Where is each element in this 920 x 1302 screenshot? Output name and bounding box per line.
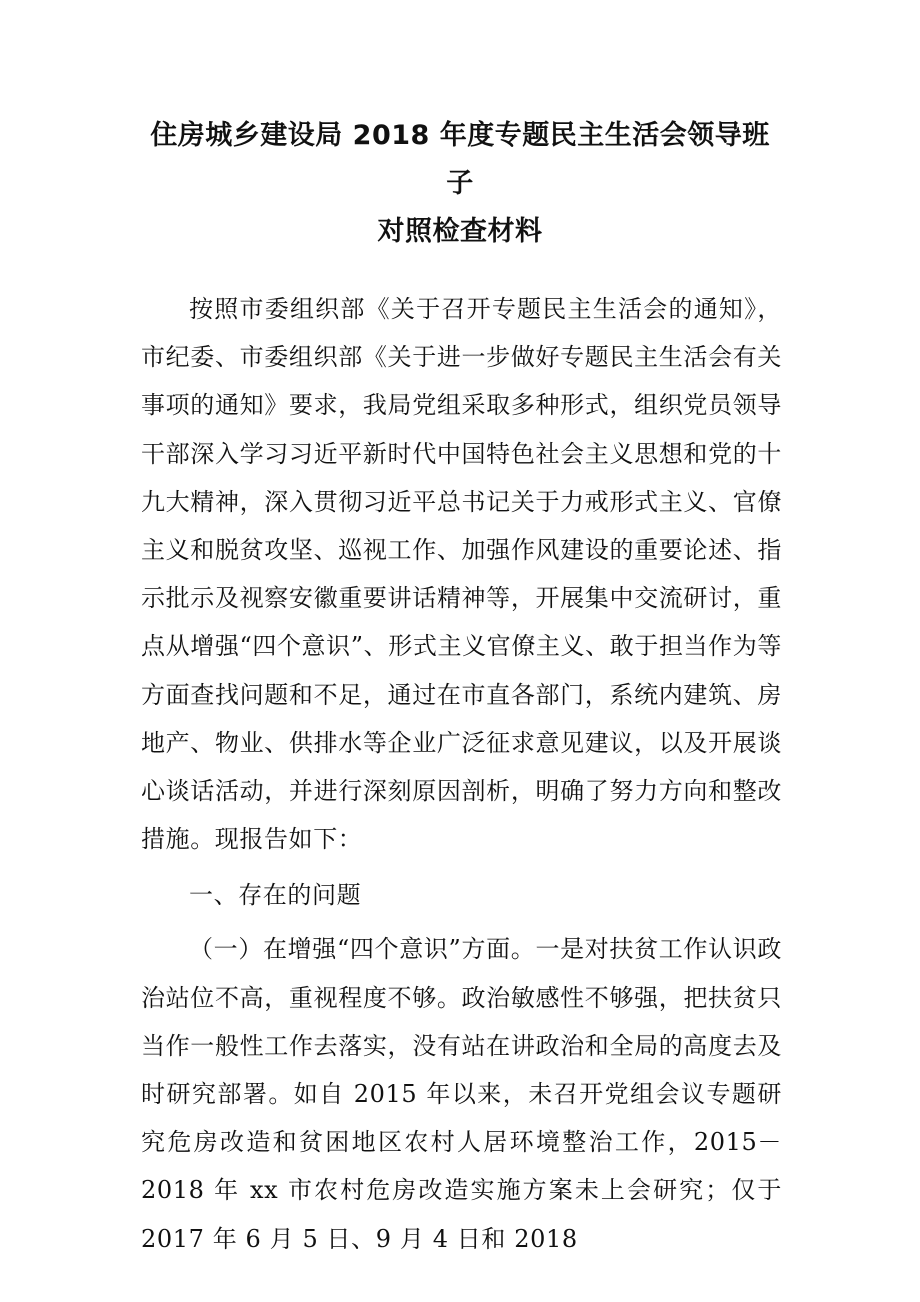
document-body <box>141 285 782 1263</box>
section-paragraph-four-consciousness: （一）在增强“四个意识”方面。一是对扶贫工作认识政治站位不高，重视程度不够。政治敏感性不够强，把扶贫只当作一般性工作去落实，没有站在讲政治和全局的高度去及时研究部署。如自 2015 年以来，未召开党组会议专题研究危房改造和贫困地区农村人居环境整治工作，2015－2018 年 xx 市农村危房改造实施方案未上会研究；仅于 2017 年 6 月 5 日、9 月 4 日和 2018 <box>141 935 782 1253</box>
title-line-2: 对照检查材料 <box>377 216 543 247</box>
intro-paragraph: 按照市委组织部《关于召开专题民主生活会的通知》，市纪委、市委组织部《关于进一步做好专题民主生活会有关事项的通知》要求，我局党组采取多种形式，组织党员领导干部深入学习习近平新时代中国特色社会主义思想和党的十九大精神，深入贯彻习近平总书记关于力戒形式主义、官僚主义和脱贫攻坚、巡视工作、加强作风建设的重要论述、指示批示及视察安徽重要讲话精神等，开展集中交流研讨，重点从增强“四个意识”、形式主义官僚主义、敢于担当作为等方面查找问题和不足，通过在市直各部门，系统内建筑、房地产、物业、供排水等企业广泛征求意见建议，以及开展谈心谈话活动，并进行深刻原因剖析，明确了努力方向和整改措施。现报告如下： <box>141 295 782 854</box>
title-line-1: 住房城乡建设局 2018 年度专题民主生活会领导班子 <box>150 120 770 199</box>
document-title <box>140 112 780 256</box>
section-heading-problems: 一、存在的问题 <box>189 881 362 910</box>
